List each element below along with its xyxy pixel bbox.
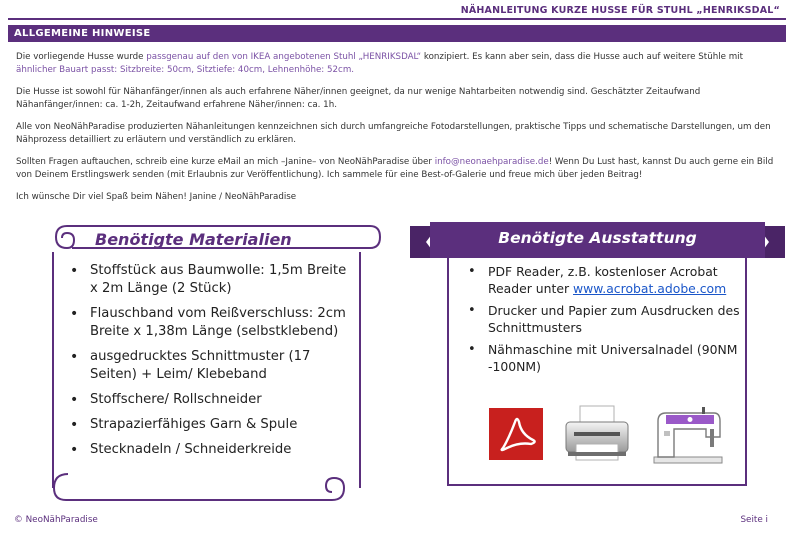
materials-title: Benötigte Materialien [95, 230, 292, 249]
intro-paragraph-5: Ich wünsche Dir viel Spaß beim Nähen! Janine / NeoNähParadise [16, 192, 297, 202]
copyright: © NeoNähParadise [14, 515, 98, 525]
text-run: ! Wenn Du Lust hast, kannst Du auch gerne ein Bild von Deinem Erstlingswerk senden (mit Erlaubnis zur Veröffentlichung). Ich sammele für eine Best-of-Galerie und freue mich über jeden Beitrag! [16, 157, 774, 180]
header-divider [8, 18, 786, 20]
pdf-icon [489, 408, 543, 460]
sewing-machine-icon [650, 403, 726, 465]
section-heading: ALLGEMEINE HINWEISE [8, 25, 786, 42]
text-run: konzipiert. Es kann aber sein, dass die Husse auch auf weitere Stühle mit [421, 52, 744, 62]
text-run: Sollten Fragen auftauchen, schreib eine kurze eMail an mich –Janine– von NeoNähParadise über [16, 157, 435, 167]
equipment-title: Benötigte Ausstattung [498, 229, 697, 247]
list-item: • ausgedrucktes Schnittmuster (17 Seiten) + Leim/ Klebeband [66, 348, 356, 384]
list-item: • Stoffstück aus Baumwolle: 1,5m Breite x 2m Länge (2 Stück) [66, 262, 356, 298]
highlight-chair: passgenau auf den von IKEA angebotenen Stuhl „HENRIKSDAL“ [146, 52, 422, 62]
list-item: • Stoffschere/ Rollschneider [66, 391, 356, 409]
list-item: • Drucker und Papier zum Ausdrucken des Schnittmusters [466, 303, 741, 336]
intro-paragraph-4 [16, 156, 782, 182]
materials-list [66, 262, 356, 466]
document-title: NÄHANLEITUNG KURZE HUSSE FÜR STUHL „HENRIKSDAL“ [460, 5, 780, 16]
list-item: • Strapazierfähiges Garn & Spule [66, 416, 356, 434]
intro-paragraph-1 [16, 51, 782, 77]
intro-paragraph-2: Die Husse ist sowohl für Nähanfänger/innen als auch erfahrene Näher/innen geeignet, da nur wenige Nahtarbeiten notwendig sind. Geschätzter Zeitaufwand Nähanfänger/innen: ca. 1-2h, Zeitaufwand erfahrene Näher/innen: ca. 1h. [16, 87, 701, 110]
intro-text [16, 51, 782, 213]
list-item: • Nähmaschine mit Universalnadel (90NM -100NM) [466, 342, 741, 375]
list-item [466, 264, 741, 297]
list-item: • Flauschband vom Reißverschluss: 2cm Breite x 1,38m Länge (selbstklebend) [66, 305, 356, 341]
printer-icon [560, 404, 634, 466]
intro-paragraph-3: Alle von NeoNähParadise produzierten Nähanleitungen kennzeichnen sich durch umfangreiche Fotodarstellungen, praktische Tipps und schematische Darstellungen, um den Nähprozess detailliert zu erläutern und verständlich zu erklären. [16, 122, 771, 145]
scroll-bottom-curl [32, 470, 362, 504]
acrobat-link[interactable]: www.acrobat.adobe.com [573, 280, 727, 296]
equipment-list [466, 264, 741, 381]
text-run: Die vorliegende Husse wurde [16, 52, 147, 62]
list-item: • Stecknadeln / Schneiderkreide [66, 441, 356, 459]
text-run: PDF Reader, z.B. kostenloser Acrobat Reader unter [488, 264, 718, 296]
email-link[interactable]: info@neonaehparadise.de [434, 157, 549, 167]
page-number: Seite i [740, 515, 768, 525]
highlight-dimensions: ähnlicher Bauart passt: Sitzbreite: 50cm, Sitztiefe: 40cm, Lehnenhöhe: 52cm. [16, 65, 355, 75]
